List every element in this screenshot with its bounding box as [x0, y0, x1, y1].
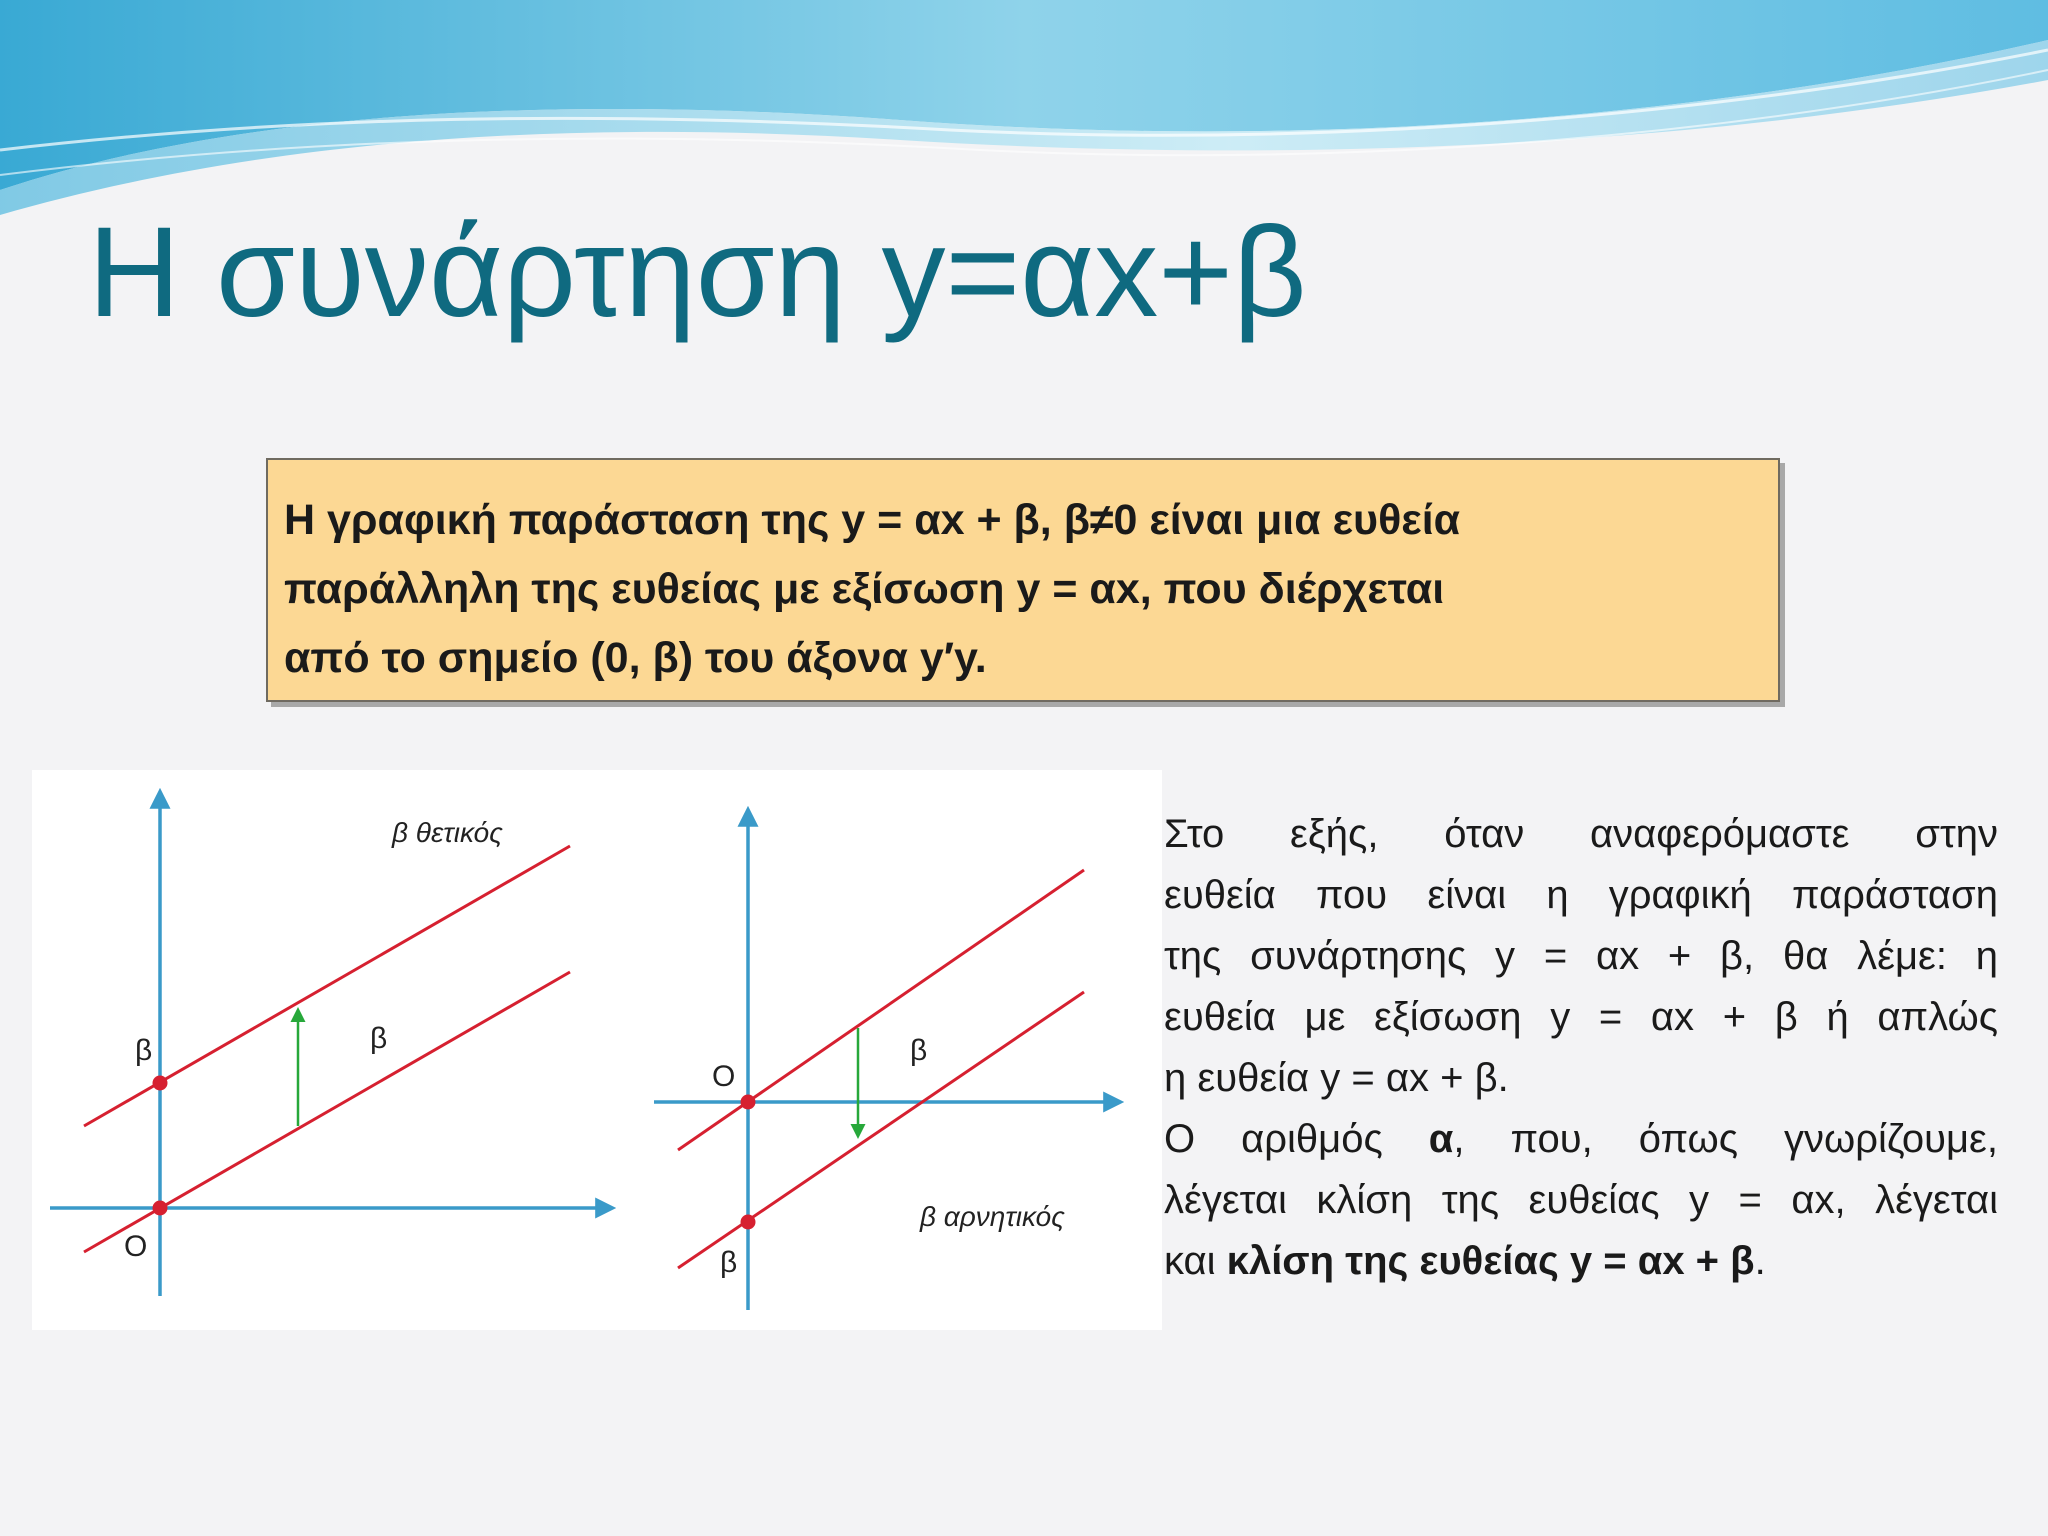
explanation-bold-alpha: α [1428, 1117, 1454, 1161]
origin-label: O [124, 1230, 148, 1263]
shift-label: β [910, 1034, 928, 1067]
explanation-line: λέγεται κλίση της ευθείας y = αx, λέγεται [1164, 1178, 1998, 1222]
definition-box [266, 458, 1780, 702]
explanation-fragment: , που, όπως γνωρίζουμε, [1453, 1117, 1998, 1161]
explanation-line: η ευθεία y = αx + β. [1164, 1056, 1509, 1100]
explanation-fragment: και [1164, 1239, 1227, 1283]
line-y-ax [678, 870, 1084, 1150]
slide-title: Η συνάρτηση y=αx+β [88, 201, 1307, 344]
origin-point [153, 1201, 168, 1216]
intercept-label: β [720, 1246, 738, 1279]
definition-line-1: Η γραφική παράσταση της y = αx + β, β≠0 είναι μια ευθεία [284, 496, 1461, 544]
intercept-point [741, 1215, 756, 1230]
caption-negative: β αρνητικός [920, 1201, 1065, 1232]
explanation-line: ευθεία που είναι η γραφική παράσταση [1164, 873, 1998, 917]
intercept-point [153, 1076, 168, 1091]
origin-label: O [712, 1060, 736, 1093]
explanation-line: ευθεία με εξίσωση y = αx + β ή απλώς [1164, 995, 1998, 1039]
shift-label: β [370, 1022, 388, 1055]
caption-positive: β θετικός [392, 817, 503, 848]
intercept-label: β [135, 1034, 153, 1067]
explanation-line [1164, 1109, 1998, 1170]
explanation-fragment: . [1754, 1239, 1766, 1283]
explanation-fragment: Ο αριθμός [1164, 1117, 1429, 1161]
explanation-bold-slope: κλίση της ευθείας y = αx + β [1226, 1239, 1755, 1283]
definition-line-2: παράλληλη της ευθείας με εξίσωση y = αx, που διέρχεται [284, 565, 1445, 613]
figure-positive-beta [32, 770, 632, 1330]
figure-negative-beta [632, 770, 1162, 1330]
explanation-line: της συνάρτησης y = αx + β, θα λέμε: η [1164, 934, 1998, 978]
definition-line-3: από το σημείο (0, β) του άξονα y′y. [284, 634, 987, 682]
explanation-text [1164, 804, 1998, 1292]
explanation-line [1164, 1231, 1998, 1292]
origin-point [741, 1095, 756, 1110]
explanation-line: Στο εξής, όταν αναφερόμαστε στην [1164, 812, 1998, 856]
